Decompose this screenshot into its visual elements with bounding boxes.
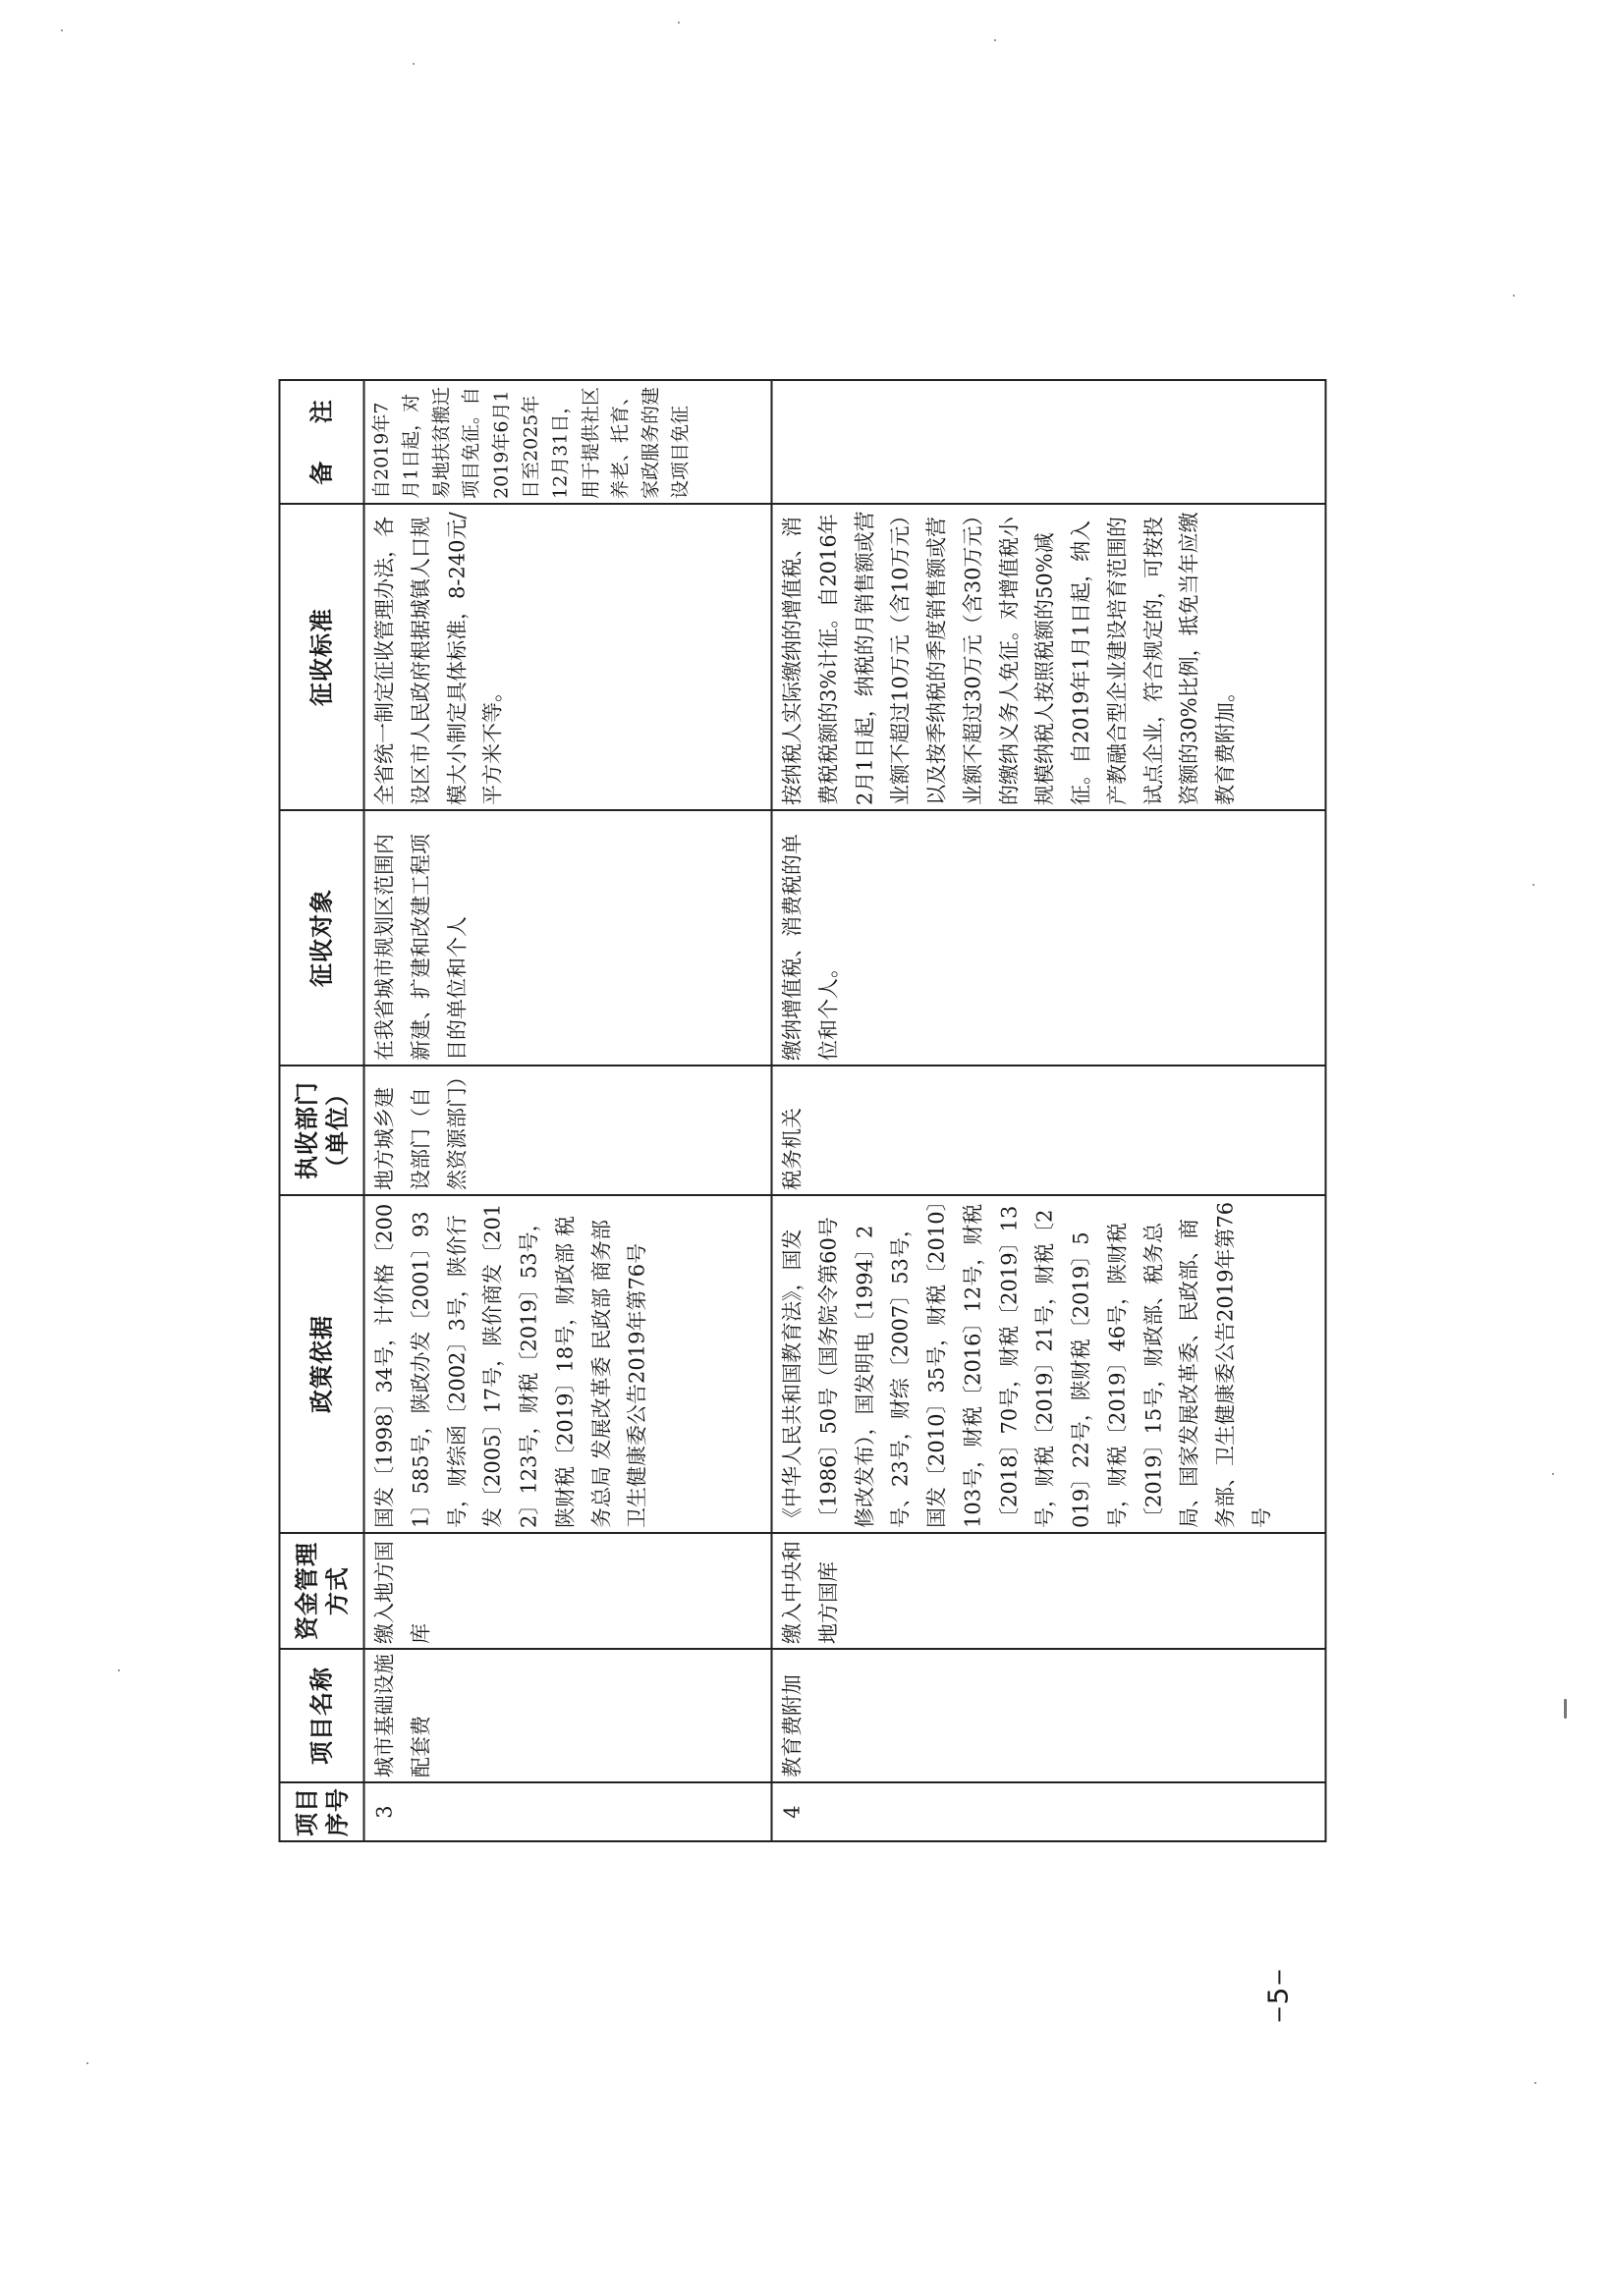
rotated-fee-table bbox=[279, 381, 1325, 1842]
row-fund: 缴入地方国库 bbox=[364, 1533, 772, 1649]
header-dept: 执收部门 （单位） bbox=[280, 1066, 364, 1195]
scan-speck bbox=[678, 22, 680, 24]
row-fund: 缴入中央和地方国库 bbox=[772, 1533, 1326, 1649]
header-name: 项目名称 bbox=[280, 1649, 364, 1782]
row-dept: 税务机关 bbox=[772, 1066, 1326, 1195]
header-basis: 政策依据 bbox=[280, 1195, 364, 1533]
table-row bbox=[364, 380, 772, 1841]
scan-speck bbox=[994, 39, 996, 41]
scan-speck bbox=[1513, 295, 1515, 297]
header-row bbox=[280, 380, 364, 1841]
row-remark bbox=[772, 380, 1326, 504]
header-remark: 备 注 bbox=[280, 380, 364, 504]
row-standard: 全省统一制定征收管理办法，各设区市人民政府根据城镇人口规模大小制定具体标准，8-240元/平方米不等。 bbox=[364, 504, 772, 810]
row-standard: 按纳税人实际缴纳的增值税、消费税税额的3%计征。自2016年2月1日起，纳税的月销售额或营业额不超过10万元（含10万元）以及按季纳税的季度销售额或营业额不超过30万元（含30万元）的缴纳义务人免征。对增值税小规模纳税人按照税额的50%减征。自2019年1月1日起，纳入产教融合型企业建设培育范围的试点企业，符合规定的，可按投资额的30%比例，抵免当年应缴教育费附加。 bbox=[772, 504, 1326, 810]
table-row bbox=[772, 380, 1326, 1841]
row-object: 在我省城市规划区范围内新建、扩建和改建工程项目的单位和个人 bbox=[364, 810, 772, 1066]
scan-speck bbox=[1532, 884, 1534, 886]
row-seq: 4 bbox=[772, 1782, 1326, 1841]
scan-speck bbox=[1534, 2082, 1536, 2084]
row-name: 教育费附加 bbox=[772, 1649, 1326, 1782]
scan-speck bbox=[61, 29, 63, 31]
header-object: 征收对象 bbox=[280, 810, 364, 1066]
row-basis: 《中华人民共和国教育法》，国发〔1986〕50号（国务院令第60号修改发布），国发明电〔1994〕2号、23号，财综〔2007〕53号，国发〔2010〕35号，财税〔2010〕103号，财税〔2016〕12号，财税〔2018〕70号，财税〔2019〕13号，财税〔2019〕21号，财税〔2019〕22号，陕财税〔2019〕5号，财税〔2019〕46号，陕财税〔2019〕15号，财政部、税务总局、国家发展改革委、民政部、商务部、卫生健康委公告2019年第76号 bbox=[772, 1195, 1326, 1533]
page-number: 5 bbox=[1261, 1968, 1294, 2025]
row-seq: 3 bbox=[364, 1782, 772, 1841]
row-name: 城市基础设施配套费 bbox=[364, 1649, 772, 1782]
row-object: 缴纳增值税、消费税的单位和个人。 bbox=[772, 810, 1326, 1066]
scan-speck bbox=[1552, 1473, 1554, 1475]
row-remark: 自2019年7月1日起，对易地扶贫搬迁项目免征。自2019年6月1日至2025年12月31日，用于提供社区养老、托育、家政服务的建设项目免征 bbox=[364, 380, 772, 504]
scan-speck bbox=[118, 1669, 120, 1671]
row-dept: 地方城乡建设部门（自然资源部门） bbox=[364, 1066, 772, 1195]
scan-speck bbox=[86, 2062, 88, 2064]
scan-speck bbox=[413, 63, 415, 65]
header-standard: 征收标准 bbox=[280, 504, 364, 810]
fee-table bbox=[279, 379, 1327, 1842]
row-basis: 国发〔1998〕34号，计价格〔2001〕585号，陕政办发〔2001〕93号，财综函〔2002〕3号，陕价行发〔2005〕17号，陕价商发〔2012〕123号，财税〔2019〕53号，陕财税〔2019〕18号，财政部 税务总局 发展改革委 民政部 商务部 卫生健康委公告2019年第76号 bbox=[364, 1195, 772, 1533]
header-fund: 资金管理 方式 bbox=[280, 1533, 364, 1649]
header-seq: 项目 序号 bbox=[280, 1782, 364, 1841]
scan-speck bbox=[1564, 1699, 1567, 1719]
